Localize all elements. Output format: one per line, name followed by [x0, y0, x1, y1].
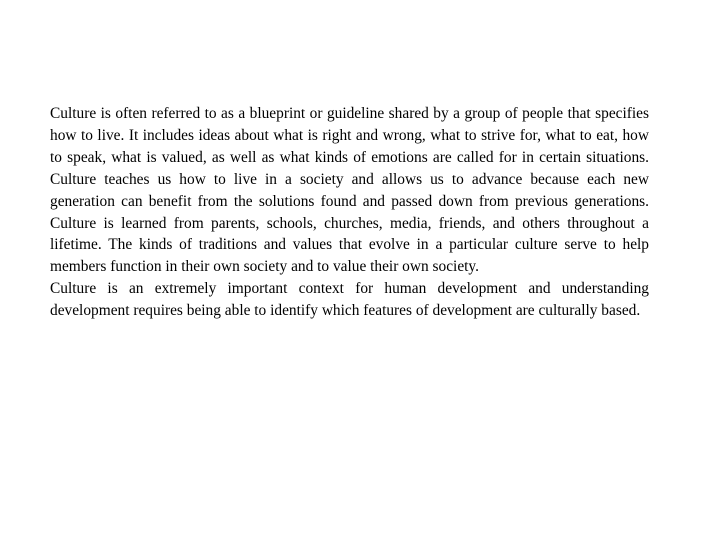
paragraph-culture-definition: Culture is often referred to as a blueprint or guideline shared by a group of people that specifies how to live. It includes ideas about what is right and wrong, what to strive for, what to eat, how to speak, what is valued, as well as what kinds of emotions are called for in certain situations. Culture teaches us how to live in a society and allows us to advance because each new generation can benefit from the solutions found and passed down from previous generations. Culture is learned from parents, schools, churches, media, friends, and others throughout a lifetime. The kinds of traditions and values that evolve in a particular culture serve to help members function in their own society and to value their own society.	[50, 105, 649, 276]
body-text	[50, 103, 649, 322]
paragraph-culture-context: Culture is an extremely important context for human development and understanding development requires being able to identify which features of development are culturally based.	[50, 280, 649, 320]
